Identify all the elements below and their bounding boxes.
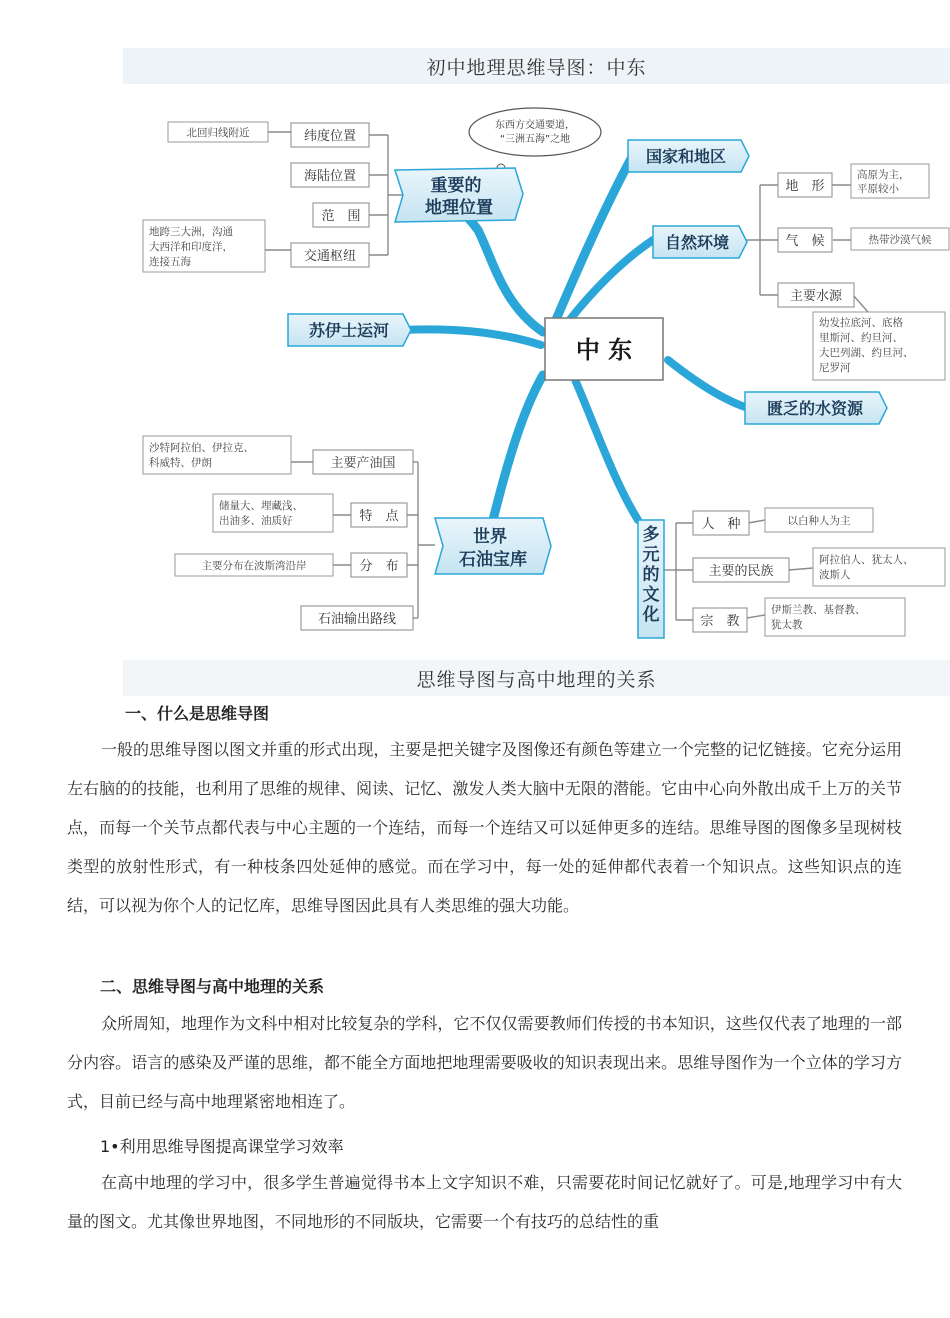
heading-what-is-mindmap: 一、什么是思维导图 xyxy=(125,704,270,723)
branch-culture-label xyxy=(642,524,660,625)
branch-culture xyxy=(638,520,664,638)
branch-oil xyxy=(435,518,551,574)
bubble-line: 东西方交通要道， xyxy=(495,120,575,131)
page-title: 初中地理思维导图：中东 xyxy=(123,48,950,84)
culture-text-line: 多 xyxy=(642,525,660,545)
node-oil-route: 石油输出路线 xyxy=(317,612,397,627)
branch-countries xyxy=(628,140,749,172)
center-label: 中 东 xyxy=(575,336,633,364)
note-terrain-line: 高原为主， xyxy=(857,169,910,181)
branch-suez xyxy=(288,314,411,346)
note-latitude: 北回归线附近 xyxy=(186,127,250,139)
note-oil-countries-line: 科威特、伊朗 xyxy=(149,457,212,469)
branch-position-line2: 地理位置 xyxy=(425,198,493,218)
bubble-line: “三洲五海”之地 xyxy=(499,134,571,145)
section-subtitle: 思维导图与高中地理的关系 xyxy=(123,660,950,696)
svg-text:自然环境: 自然环境 xyxy=(664,233,730,252)
note-religion-line: 伊斯兰教、基督教、 xyxy=(771,604,866,616)
culture-text-line: 的 xyxy=(642,565,660,585)
culture-text-line: 元 xyxy=(642,545,660,565)
note-oil-distribution: 主要分布在波斯湾沿岸 xyxy=(201,560,307,572)
node-oil-features: 特 点 xyxy=(359,509,399,524)
note-water-line: 大巴列湖、约旦河、 xyxy=(819,347,914,359)
heading-relationship: 二、思维导图与高中地理的关系 xyxy=(100,977,325,996)
note-water-line: 尼罗河 xyxy=(819,362,851,374)
branch-water-shortage xyxy=(745,392,887,424)
note-traffic-line: 连接五海 xyxy=(149,256,191,268)
note-water-line: 幼发拉底河、底格 xyxy=(819,317,903,329)
note-water-line: 里斯河、约旦河、 xyxy=(819,332,903,344)
node-terrain: 地 形 xyxy=(785,179,825,194)
node-oil-countries: 主要产油国 xyxy=(330,456,396,471)
branch-oil-line2: 石油宝库 xyxy=(459,550,527,570)
node-climate: 气 候 xyxy=(785,234,825,249)
note-oil-features-line: 出油多、油质好 xyxy=(219,515,293,527)
note-oil-features-line: 储量大、埋藏浅、 xyxy=(219,500,303,512)
node-oil-distribution: 分 布 xyxy=(359,559,399,574)
svg-text:匮乏的水资源: 匮乏的水资源 xyxy=(766,399,864,418)
mind-map-diagram xyxy=(123,90,950,655)
note-religion-line: 犹太教 xyxy=(771,619,803,631)
note-oil-countries-line: 沙特阿拉伯、伊拉克、 xyxy=(149,442,254,454)
heading-classroom-efficiency: 1•利用思维导图提高课堂学习效率 xyxy=(100,1137,344,1156)
note-traffic-line: 大西洋和印度洋， xyxy=(149,241,233,253)
note-ethnic-line: 波斯人 xyxy=(819,569,851,581)
culture-text-line: 化 xyxy=(642,605,660,625)
node-sea-land: 海陆位置 xyxy=(303,169,357,184)
paragraph-1: 一般的思维导图以图文并重的形式出现，主要是把关键字及图像还有颜色等建立一个完整的记忆链接。它充分运用左右脑的的技能，也利用了思维的规律、阅读、记忆、激发人类大脑中无限的潜能。它由中心向外散出成千上万的关节点，而每一个关节点都代表与中心主题的一个连结，而每一个连结又可以延伸更多的连结。思维导图的图像多呈现树枝类型的放射性形式，有一种枝条四处延伸的感觉。而在学习中，每一处的延伸都代表着一个知识点。这些知识点的连结，可以视为你个人的记忆库，思维导图因此具有人类思维的强大功能。 xyxy=(67,740,902,915)
node-water-source: 主要水源 xyxy=(789,289,843,304)
note-climate: 热带沙漠气候 xyxy=(868,234,932,246)
paragraph-3: 在高中地理的学习中，很多学生普遍觉得书本上文字知识不难，只需要花时间记忆就好了。可是,地理学习中有大量的图文。尤其像世界地图，不同地形的不同版块，它需要一个有技巧的总结性的重 xyxy=(67,1173,902,1231)
branch-nature xyxy=(653,226,747,258)
branch-position-line1: 重要的 xyxy=(430,176,482,196)
svg-text:国家和地区: 国家和地区 xyxy=(645,147,727,166)
note-traffic-line: 地跨三大洲，沟通 xyxy=(149,226,233,238)
node-ethnic: 主要的民族 xyxy=(708,564,774,579)
node-range: 范 围 xyxy=(321,209,361,224)
node-latitude: 纬度位置 xyxy=(303,129,357,144)
note-ethnic-line: 阿拉伯人、犹太人、 xyxy=(819,554,914,566)
center-node xyxy=(545,318,663,380)
node-traffic: 交通枢纽 xyxy=(303,249,357,264)
node-race: 人 种 xyxy=(701,517,741,532)
svg-text:苏伊士运河: 苏伊士运河 xyxy=(308,321,390,340)
branch-oil-line1: 世界 xyxy=(473,527,508,547)
note-race: 以白种人为主 xyxy=(787,515,851,527)
node-religion: 宗 教 xyxy=(700,614,740,629)
branch-position xyxy=(395,168,523,222)
paragraph-2: 众所周知，地理作为文科中相对比较复杂的学科，它不仅仅需要教师们传授的书本知识，这些仅代表了地理的一部分内容。语言的感染及严谨的思维，都不能全方面地把地理需要吸收的知识表现出来。思维导图作为一个立体的学习方式，目前已经与高中地理紧密地相连了。 xyxy=(67,1014,902,1111)
note-terrain-line: 平原较小 xyxy=(857,183,899,195)
culture-text-line: 文 xyxy=(642,585,660,605)
